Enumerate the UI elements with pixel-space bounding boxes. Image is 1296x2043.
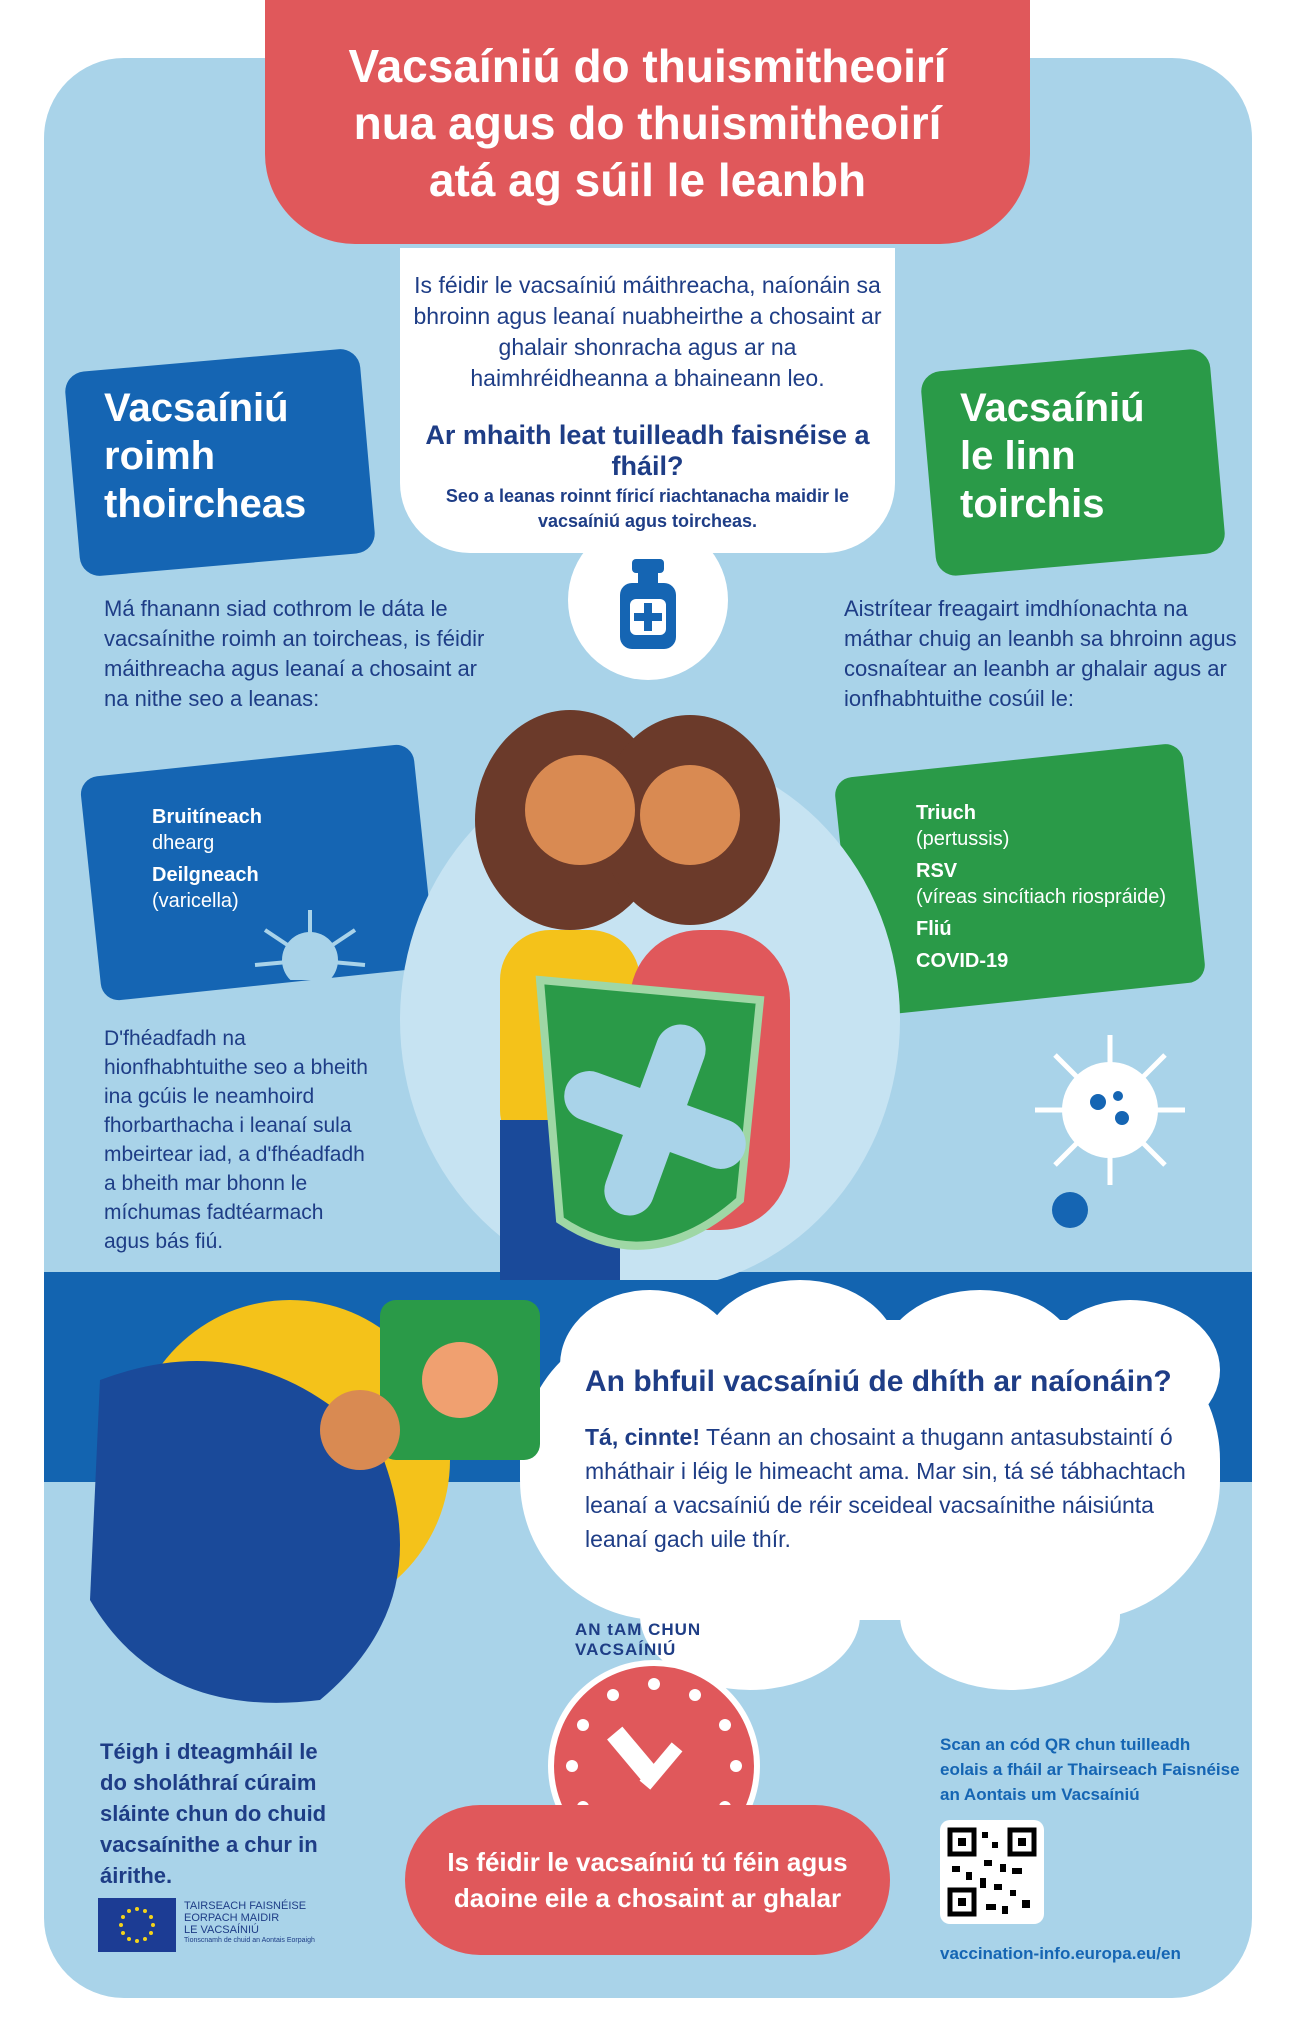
heading-line: toirchis <box>960 482 1105 526</box>
answer-text: Téann an chosaint a thugann antasubstaintí ó mháthair i léig le himeacht ama. Mar sin, tá sé tábhachtach leanaí a vacsaíniú de réir sceideal vacsaínithe náisiúnta leanaí gach uile thír. <box>585 1424 1186 1552</box>
before-disease-list <box>152 804 262 920</box>
disease-name: Triuch <box>916 802 977 824</box>
during-intro-text: Aistrítear freagairt imdhíonachta na máthar chuig an leanbh sa bhroinn agus cosnaítear an leanbh ar ghalair agus ar ionfhabhtuithe cosúil le: <box>844 596 1237 711</box>
qr-code[interactable] <box>940 1820 1044 1924</box>
heading-line: Vacsaíniú <box>960 386 1145 430</box>
heading-line: roimh <box>104 434 216 478</box>
intro-subtext: Seo a leanas roinnt fíricí riachtanacha maidir le vacsaíniú agus toircheas. <box>445 486 850 531</box>
mother-baby-illustration <box>60 1300 540 1720</box>
disease-sub: (pertussis) <box>916 828 1010 850</box>
disease-name: RSV <box>916 860 958 882</box>
before-pregnancy-heading <box>104 384 306 528</box>
clock-label: AN tAM CHUN VACSAÍNIÚ <box>575 1620 702 1659</box>
eu-line: TAIRSEACH FAISNÉISE <box>184 1900 307 1912</box>
before-warning-text: D'fhéadfadh na hionfhabhtuithe seo a bheith ina gcúis le neamhoird fhorbarthacha i leanaí sula mbeirtear iad, a d'fhéadfadh a bheith mar bhonn le míchumas fadtéarmach agus bás fiú. <box>104 1027 368 1253</box>
during-disease-list <box>916 800 1166 980</box>
qr-caption: Scan an cód QR chun tuilleadh eolais a fháil ar Thairseach Faisnéise an Aontais um Vacsaíniú <box>940 1735 1240 1804</box>
disease-sub: (víreas sincítiach riospráide) <box>916 886 1167 908</box>
disease-name: Deilgneach <box>152 864 259 886</box>
contact-text: Téigh i dteagmháil le do sholáthraí cúraim sláinte chun do chuid vacsaínithe a chur in áirithe. <box>100 1739 327 1888</box>
virus-icon <box>1030 1030 1190 1230</box>
answer-emphasis: Tá, cinnte! <box>585 1424 701 1450</box>
during-pregnancy-heading <box>960 384 1145 528</box>
heading-line: Vacsaíniú <box>104 386 289 430</box>
title-line: Vacsaíniú do thuismitheoirí <box>348 40 947 92</box>
disease-name: Bruitíneach <box>152 806 263 828</box>
newborn-question: An bhfuil vacsaíniú de dhíth ar naíonáin? <box>585 1365 1172 1398</box>
eu-line: LE VACSAÍNIÚ <box>184 1924 259 1936</box>
eu-flag-icon <box>98 1898 176 1952</box>
disease-sub: dhearg <box>152 832 215 854</box>
intro-text: Is féidir le vacsaíniú máithreacha, naíonáin sa bhroinn agus leanaí nuabheirthe a chosaint ar ghalair shonracha agus ar na haimhréidheanna a bhaineann leo. <box>413 272 882 391</box>
shield-plaster-icon <box>520 960 780 1300</box>
heading-line: le linn <box>960 434 1076 478</box>
portal-url[interactable]: vaccination-info.europa.eu/en <box>940 1944 1181 1963</box>
before-intro-text: Má fhanann siad cothrom le dáta le vacsaínithe roimh an toircheas, is féidir máithreacha agus leanaí a chosaint ar na nithe seo a leanas: <box>104 596 485 711</box>
eu-line: EORPACH MAIDIR <box>184 1912 280 1924</box>
vaccine-bottle-icon <box>610 555 686 655</box>
intro-question: Ar mhaith leat tuilleadh faisnéise a fháil? <box>425 420 870 481</box>
page-title <box>265 38 1030 209</box>
disease-name: COVID-19 <box>916 950 1009 972</box>
title-line: atá ag súil le leanbh <box>428 154 867 206</box>
disease-name: Fliú <box>916 918 952 940</box>
newborn-answer <box>585 1420 1195 1556</box>
heading-line: thoircheas <box>104 482 307 526</box>
disease-sub: (varicella) <box>152 890 239 912</box>
virus-icon <box>250 900 370 980</box>
eu-portal-name <box>184 1900 384 1936</box>
cta-text: Is féidir le vacsaíniú tú féin agus daoine eile a chosaint ar ghalar <box>447 1847 848 1913</box>
eu-subtitle: Tionscnamh de chuid an Aontais Eorpaigh <box>184 1937 315 1944</box>
title-line: nua agus do thuismitheoirí <box>353 97 942 149</box>
cloud-puff <box>900 1540 1120 1690</box>
